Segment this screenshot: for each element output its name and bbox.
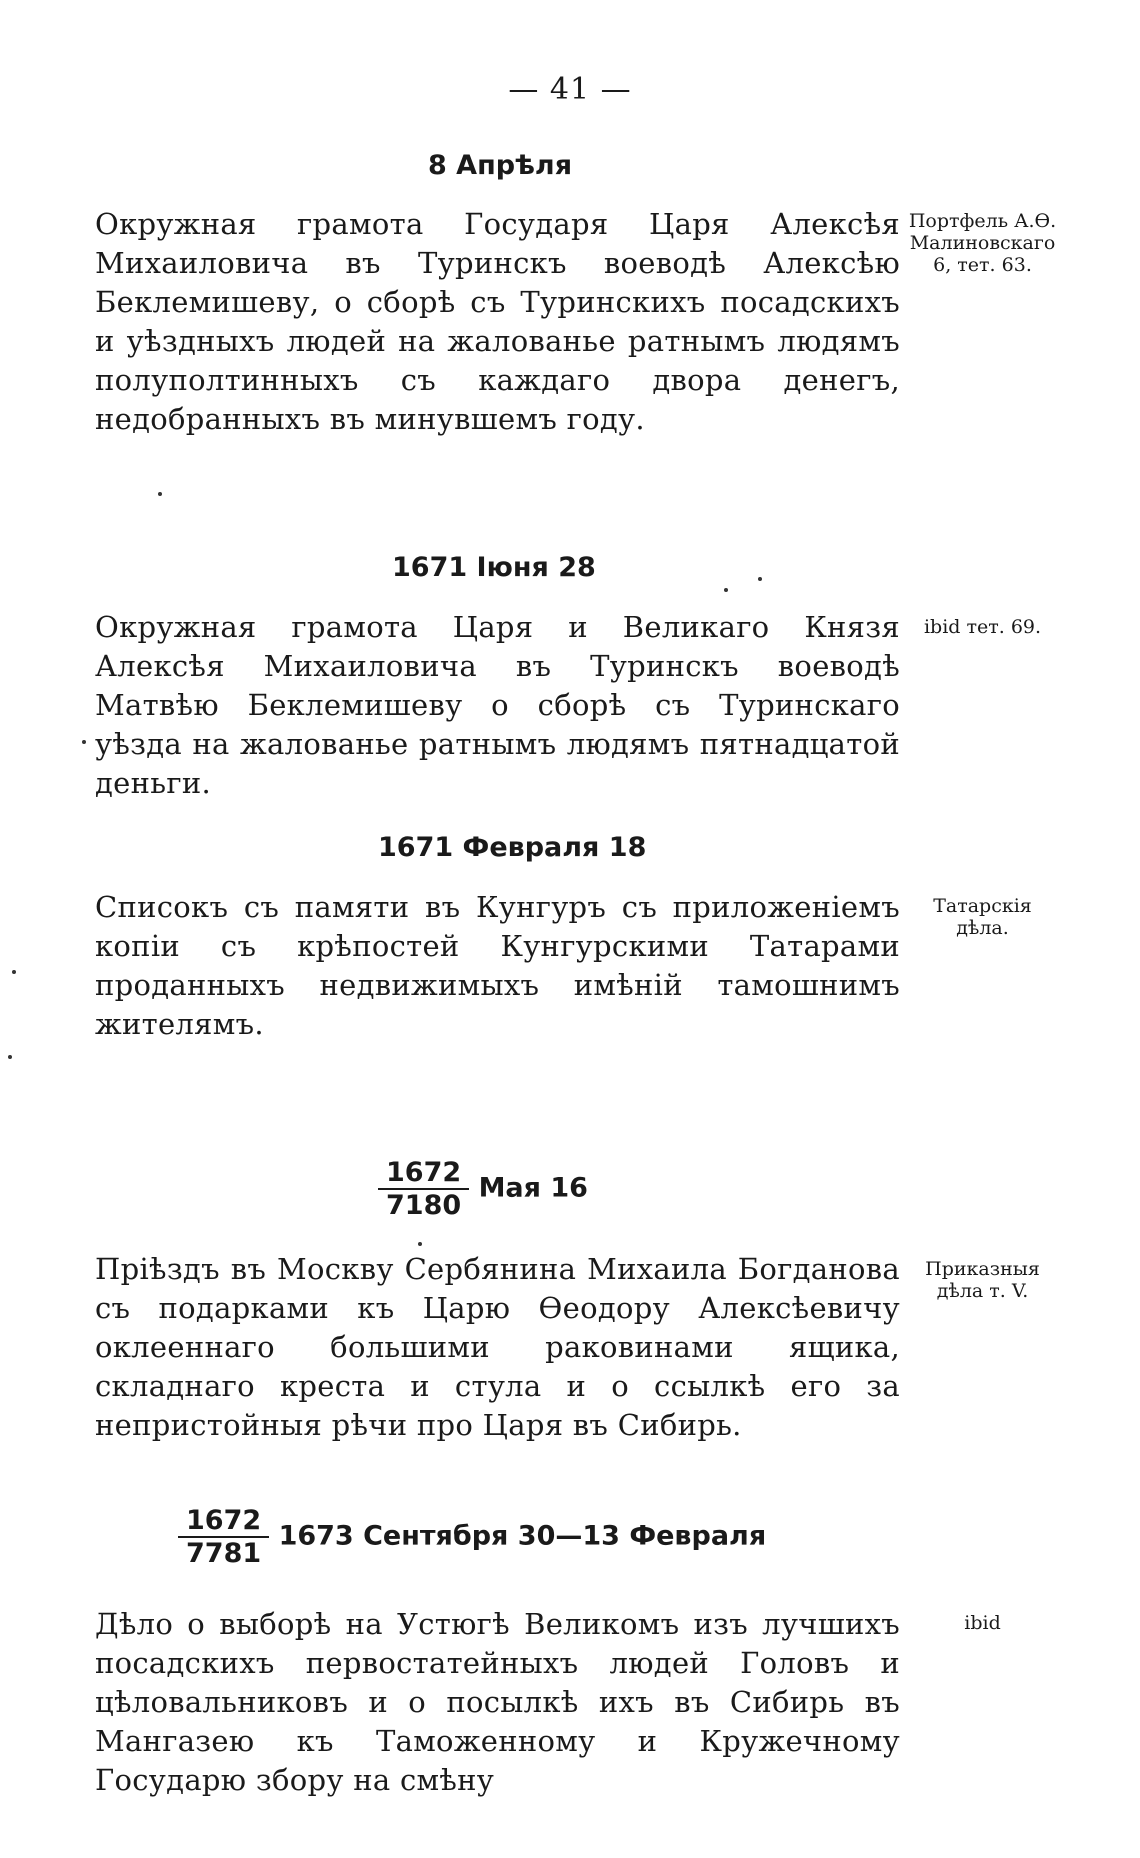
scan-speck [12,970,16,974]
page-number: — 41 — [508,72,632,107]
heading-date: Мая 16 [478,1172,588,1204]
entry-text: Дѣло о выборѣ на Устюгѣ Великомъ изъ лучшихъ посадскихъ первостатейныхъ людей Головъ и цѣловальниковъ и о посылкѣ ихъ въ Сибирь въ Мангазею къ Таможенному и Кружечному Государю збору на смѣну [95,1607,900,1797]
margin-note: Приказныя дѣла т. V. [925,1258,1040,1302]
entry-heading: 8 Апрѣля [428,150,573,181]
entry-text: Списокъ съ памяти въ Кунгуръ съ приложеніемъ копіи съ крѣпостей Кунгурскими Татарами проданныхъ недвижимыхъ имѣній тамошнимъ жителямъ. [95,890,900,1041]
margin-note: ibid тет. 69. [923,616,1042,638]
scan-speck [724,588,728,592]
scan-speck [158,492,162,496]
entry-heading: 1671 Февраля 18 [378,832,647,863]
entry-heading [378,1157,588,1221]
entry-text: Пріѣздъ въ Москву Сербянина Михаила Богданова съ подарками къ Царю Ѳеодору Алексѣевичу оклееннаго большими раковинами ящика, складнаго креста и стула и о ссылкѣ его за непристойныя рѣчи про Царя въ Сибирь. [95,1252,900,1442]
entry-heading [178,1505,766,1569]
scan-speck [8,1055,12,1059]
margin-note: Татарскія дѣла. [933,895,1032,939]
scan-speck [82,740,86,744]
margin-note: Портфель А.Ѳ. Малиновскаго 6, тет. 63. [908,210,1057,276]
year-fraction: $\frac{1672}{7781}$ [178,1505,269,1569]
year-fraction: $\frac{1672}{7180}$ [378,1157,469,1221]
entry-text: Окружная грамота Царя и Великаго Князя Алексѣя Михаиловича въ Туринскъ воеводѣ Матвѣю Беклемишеву о сборѣ съ Туринскаго уѣзда на жалованье ратнымъ людямъ пятнадцатой деньги. [95,610,900,800]
heading-date: 1673 Сентября 30—13 Февраля [278,1520,767,1552]
margin-note: ibid [964,1612,1001,1634]
entry-heading: 1671 Іюня 28 [392,552,596,583]
scan-speck [418,1242,422,1246]
entry-text: Окружная грамота Государя Царя Алексѣя Михаиловича въ Туринскъ воеводѣ Алексѣю Беклемишеву, о сборѣ съ Туринскихъ посадскихъ и уѣздныхъ людей на жалованье ратнымъ людямъ полуполтинныхъ съ каждаго двора денегъ, недобранныхъ въ минувшемъ году. [95,207,900,436]
scan-speck [758,577,762,581]
